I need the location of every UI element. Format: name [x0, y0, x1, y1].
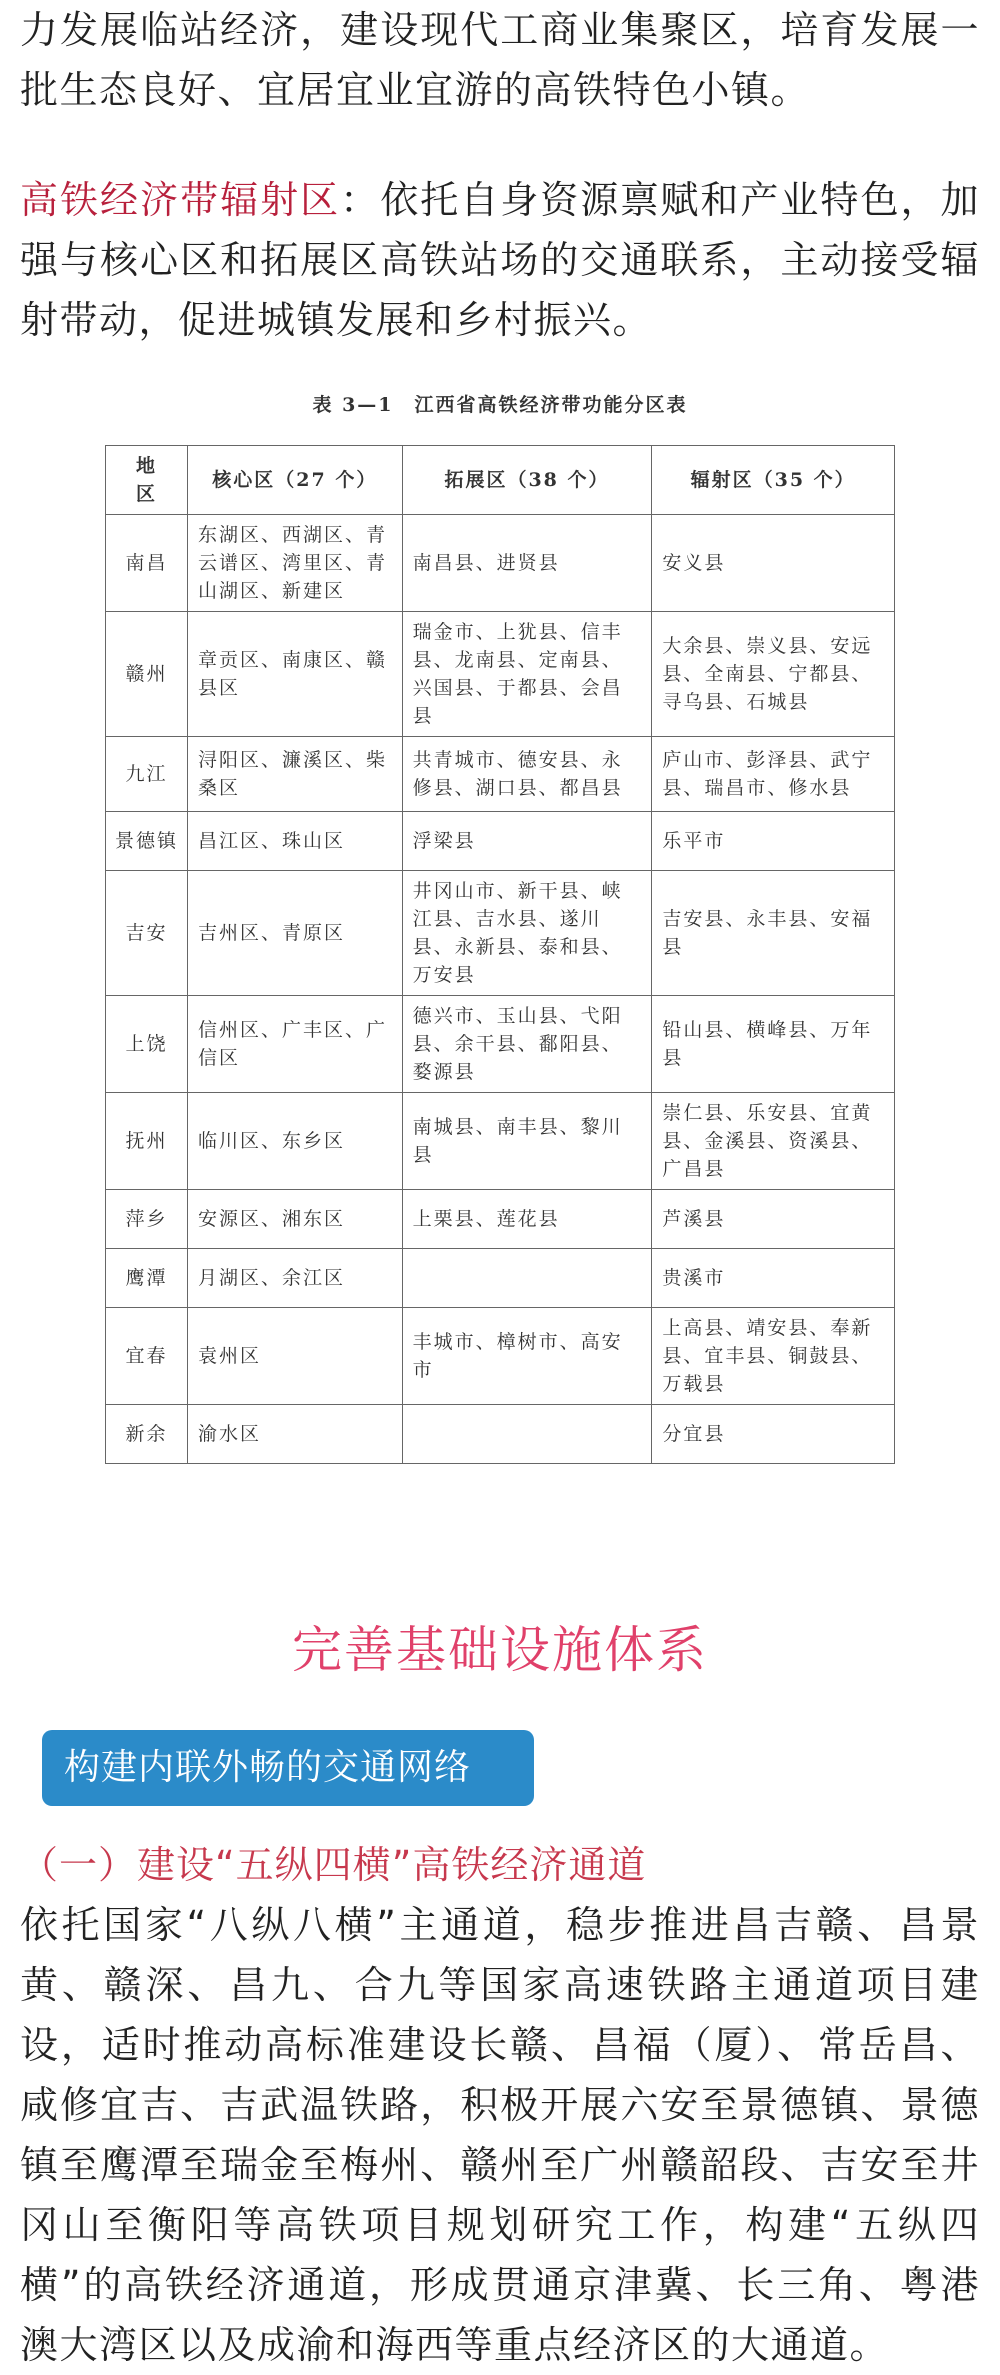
cell-expand: 南昌县、进贤县	[402, 515, 652, 612]
cell-radiate: 贵溪市	[652, 1249, 895, 1308]
table-row	[106, 1093, 895, 1190]
table-row	[106, 812, 895, 871]
cell-region: 南昌	[106, 515, 188, 612]
cell-core: 昌江区、珠山区	[187, 812, 402, 871]
cell-region: 赣州	[106, 612, 188, 737]
header-radiate: 辐射区（35 个）	[652, 446, 895, 515]
cell-expand: 瑞金市、上犹县、信丰县、龙南县、定南县、兴国县、于都县、会昌县	[402, 612, 652, 737]
table-header-row	[106, 446, 895, 515]
cell-region: 新余	[106, 1405, 188, 1464]
cell-expand: 上栗县、莲花县	[402, 1190, 652, 1249]
cell-region: 宜春	[106, 1308, 188, 1405]
table-row	[106, 1249, 895, 1308]
cell-radiate: 铅山县、横峰县、万年县	[652, 996, 895, 1093]
table-row	[106, 515, 895, 612]
paragraph-intro: 力发展临站经济，建设现代工商业集聚区，培育发展一批生态良好、宜居宜业宜游的高铁特色小镇。	[20, 8, 980, 112]
table-row	[106, 1308, 895, 1405]
cell-radiate: 分宜县	[652, 1405, 895, 1464]
cell-region: 鹰潭	[106, 1249, 188, 1308]
cell-expand: 南城县、南丰县、黎川县	[402, 1093, 652, 1190]
cell-core: 章贡区、南康区、赣县区	[187, 612, 402, 737]
cell-radiate: 吉安县、永丰县、安福县	[652, 871, 895, 996]
cell-region: 萍乡	[106, 1190, 188, 1249]
header-core: 核心区（27 个）	[187, 446, 402, 515]
header-expand: 拓展区（38 个）	[402, 446, 652, 515]
table-row	[106, 871, 895, 996]
cell-expand: 德兴市、玉山县、弋阳县、余干县、鄱阳县、婺源县	[402, 996, 652, 1093]
cell-region: 吉安	[106, 871, 188, 996]
table-row	[106, 1190, 895, 1249]
cell-radiate: 上高县、靖安县、奉新县、宜丰县、铜鼓县、万载县	[652, 1308, 895, 1405]
paragraph-body: ：依托自身资源禀赋和产业特色，加强与核心区和拓展区高铁站场的交通联系，主动接受辐射带动，促进城镇发展和乡村振兴。	[20, 178, 980, 342]
cell-core: 临川区、东乡区	[187, 1093, 402, 1190]
cell-region: 九江	[106, 737, 188, 812]
paragraph-radiation-zone	[20, 170, 980, 350]
zone-table	[105, 445, 895, 1464]
cell-expand	[402, 1405, 652, 1464]
table-row	[106, 996, 895, 1093]
cell-core: 信州区、广丰区、广信区	[187, 996, 402, 1093]
table-row	[106, 612, 895, 737]
cell-core: 东湖区、西湖区、青云谱区、湾里区、青山湖区、新建区	[187, 515, 402, 612]
cell-radiate: 乐平市	[652, 812, 895, 871]
section-title: 完善基础设施体系	[292, 1621, 708, 1679]
cell-expand: 井冈山市、新干县、峡江县、吉水县、遂川县、永新县、泰和县、万安县	[402, 871, 652, 996]
cell-core: 渝水区	[187, 1405, 402, 1464]
header-region: 地 区	[106, 446, 188, 515]
table-caption: 表 3—1 江西省高铁经济带功能分区表	[312, 394, 688, 416]
cell-radiate: 安义县	[652, 515, 895, 612]
cell-expand: 丰城市、樟树市、高安市	[402, 1308, 652, 1405]
cell-expand	[402, 1249, 652, 1308]
cell-core: 浔阳区、濂溪区、柴桑区	[187, 737, 402, 812]
cell-core: 吉州区、青原区	[187, 871, 402, 996]
zone-table-figure	[105, 390, 895, 1540]
table-row	[106, 1405, 895, 1464]
cell-core: 月湖区、余江区	[187, 1249, 402, 1308]
cell-region: 抚州	[106, 1093, 188, 1190]
cell-expand: 共青城市、德安县、永修县、湖口县、都昌县	[402, 737, 652, 812]
table-row	[106, 737, 895, 812]
cell-radiate: 崇仁县、乐安县、宜黄县、金溪县、资溪县、广昌县	[652, 1093, 895, 1190]
cell-radiate: 芦溪县	[652, 1190, 895, 1249]
cell-region: 上饶	[106, 996, 188, 1093]
highlight-term: 高铁经济带辐射区	[20, 178, 341, 222]
subheading: （一）建设“五纵四横”高铁经济通道	[20, 1843, 647, 1887]
paragraph-corridor: 依托国家“八纵八横”主通道，稳步推进昌吉赣、昌景黄、赣深、昌九、合九等国家高速铁路主通道项目建设，适时推动高标准建设长赣、昌福（厦）、常岳昌、咸修宜吉、吉武温铁路，积极开展六安至景德镇、景德镇至鹰潭至瑞金至梅州、赣州至广州赣韶段、吉安至井冈山至衡阳等高铁项目规划研究工作，构建“五纵四横”的高铁经济通道，形成贯通京津冀、长三角、粤港澳大湾区以及成渝和海西等重点经济区的大通道。	[20, 1903, 980, 2367]
cell-core: 袁州区	[187, 1308, 402, 1405]
cell-radiate: 大余县、崇义县、安远县、全南县、宁都县、寻乌县、石城县	[652, 612, 895, 737]
cell-core: 安源区、湘东区	[187, 1190, 402, 1249]
cell-region: 景德镇	[106, 812, 188, 871]
cell-expand: 浮梁县	[402, 812, 652, 871]
topic-pill: 构建内联外畅的交通网络	[42, 1730, 534, 1806]
cell-radiate: 庐山市、彭泽县、武宁县、瑞昌市、修水县	[652, 737, 895, 812]
